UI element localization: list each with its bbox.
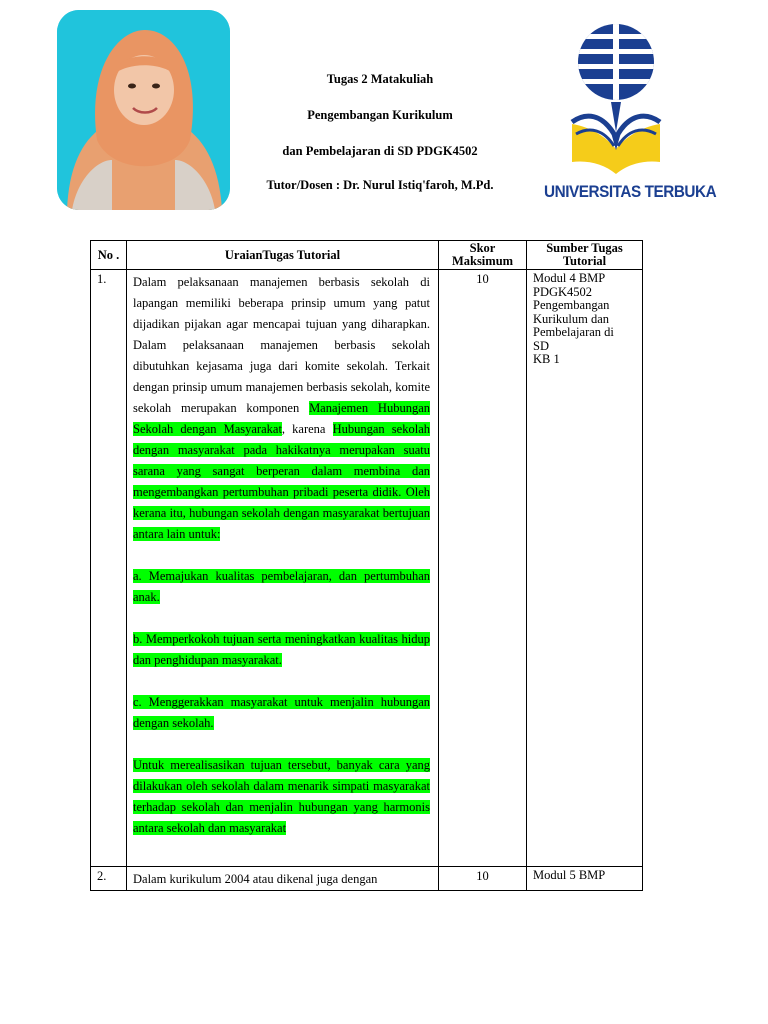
row-max-score: 10 — [439, 270, 527, 867]
source-line: Modul 4 BMP — [533, 271, 606, 285]
row-description — [127, 270, 439, 867]
answer-closing: Untuk merealisasikan tujuan tersebut, banyak cara yang dilakukan oleh sekolah dalam menarik simpati masyarakat terhadap sekolah dan menjalin hubungan yang harmonis antara sekolah dan masyarakat — [133, 758, 430, 835]
row-description: Dalam kurikulum 2004 atau dikenal juga dengan — [127, 867, 439, 891]
answer-highlight-component: Manajemen Hubungan Sekolah dengan Masyarakat — [133, 401, 430, 436]
answer-item-b: b. Memperkokoh tujuan serta meningkatkan kualitas hidup dan penghidupan masyarakat. — [133, 632, 430, 667]
row-number: 2. — [91, 867, 127, 891]
row-max-score: 10 — [439, 867, 527, 891]
answer-item-a: a. Memajukan kualitas pembelajaran, dan pertumbuhan anak. — [133, 569, 430, 604]
source-line: PDGK4502 — [533, 284, 593, 299]
table-header-row — [91, 241, 643, 270]
header-course-name: Pengembangan Kurikulum — [307, 108, 453, 122]
col-header-max-score: Skor Maksimum — [439, 241, 527, 270]
logo-emblem-icon — [536, 14, 696, 179]
row-number: 1. — [91, 270, 127, 867]
col-header-no: No . — [91, 241, 127, 270]
row-source — [527, 270, 643, 867]
answer-item-c: c. Menggerakkan masyarakat untuk menjalin hubungan dengan sekolah. — [133, 695, 430, 730]
portrait-image — [57, 10, 230, 210]
header-course-task: Tugas 2 Matakuliah — [326, 72, 434, 86]
table-row — [91, 867, 643, 891]
source-line: Pengembangan — [533, 298, 610, 312]
source-line: Modul 5 BMP — [533, 868, 606, 882]
question-intro: Dalam pelaksanaan manajemen berbasis sekolah di lapangan memiliki beberapa prinsip umum yang patut dijadikan pijakan agar mencapai tujuan yang diharapkan. Dalam pelaksanaan manajemen berbasis sekolah dibutuhkan kejasama juga dari komite sekolah. Terkait dengan prinsip umum manajemen berbasis sekolah, komite sekolah merupakan komponen — [133, 275, 430, 415]
tutor-photo — [57, 10, 230, 210]
answer-highlight-explanation: Hubungan sekolah dengan masyarakat pada hakikatnya merupakan suatu sarana yang sangat berperan dalam membina dan mengembangkan pertumbuhan pribadi peserta didik. Oleh kerana itu, hubungan sekolah dengan masyarakat bertujuan antara lain untuk: — [133, 422, 430, 541]
source-line: KB 1 — [533, 352, 560, 366]
source-line: Kurikulum dan — [533, 311, 610, 326]
table-row — [91, 270, 643, 867]
col-header-source: Sumber Tugas Tutorial — [527, 241, 643, 270]
source-line: SD — [533, 338, 549, 353]
col-header-description: UraianTugas Tutorial — [127, 241, 439, 270]
task-table — [90, 240, 643, 891]
question-paragraph — [133, 272, 430, 545]
source-line: Pembelajaran di — [533, 325, 614, 339]
university-logo — [536, 14, 717, 210]
question-connector: , karena — [281, 422, 333, 436]
header-tutor: Tutor/Dosen : Dr. Nurul Istiq'faroh, M.Pd. — [266, 178, 494, 192]
header-course-code: dan Pembelajaran di SD PDGK4502 — [282, 144, 478, 158]
logo-wordmark: UNIVERSITAS TERBUKA — [544, 182, 717, 201]
row-source — [527, 867, 643, 891]
